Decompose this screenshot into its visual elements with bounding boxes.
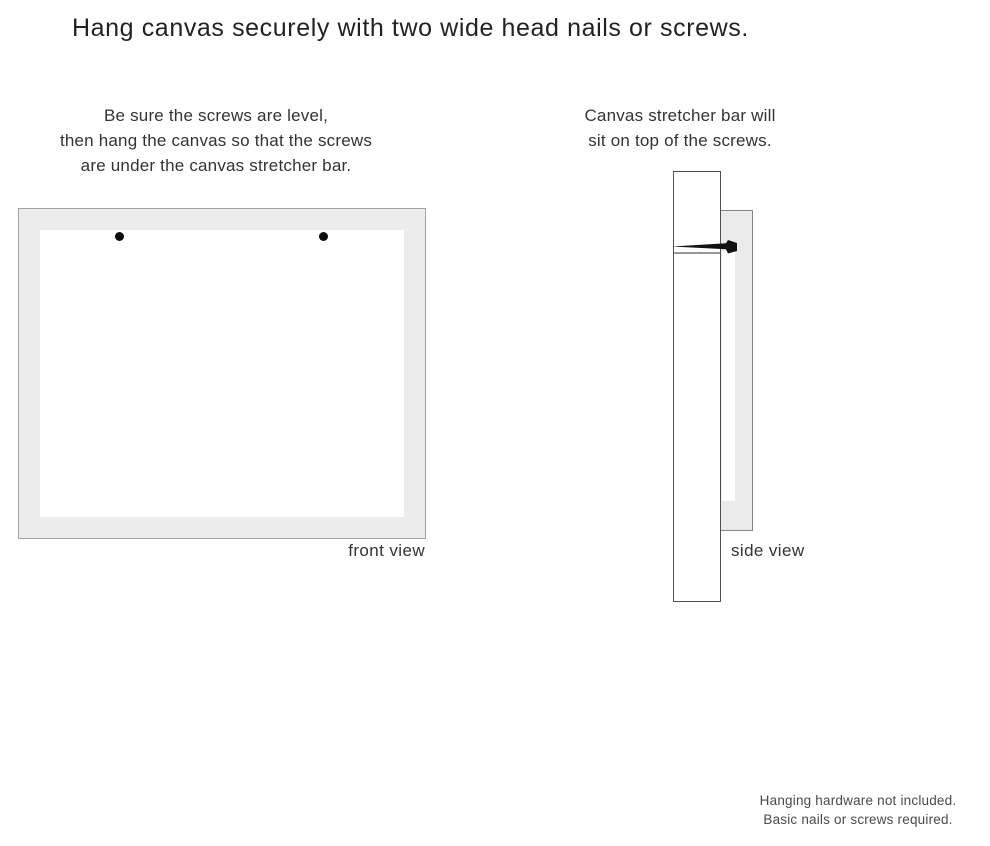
instruction-line: sit on top of the screws. (588, 131, 772, 150)
front-view-label: front view (348, 541, 425, 560)
footer-note (726, 791, 990, 829)
side-view-label: side view (731, 541, 805, 560)
side-view-canvas-edge (720, 210, 753, 531)
nail-icon (668, 236, 740, 256)
side-view-stretcher-hollow (722, 251, 735, 501)
instruction-line: Canvas stretcher bar will (584, 106, 776, 125)
screw-icon (319, 232, 328, 241)
front-view-instructions (16, 103, 416, 178)
footer-line: Basic nails or screws required. (763, 812, 953, 827)
side-view-instructions (540, 103, 820, 153)
instruction-line: Be sure the screws are level, (103, 106, 329, 125)
page-title: Hang canvas securely with two wide head nails or screws. (72, 14, 749, 42)
instruction-line: then hang the canvas so that the screws (59, 131, 373, 150)
front-view-canvas-inner (40, 230, 404, 517)
front-view-canvas-frame (18, 208, 426, 539)
screw-icon (115, 232, 124, 241)
instruction-line: are under the canvas stretcher bar. (80, 156, 352, 175)
footer-line: Hanging hardware not included. (759, 793, 957, 808)
